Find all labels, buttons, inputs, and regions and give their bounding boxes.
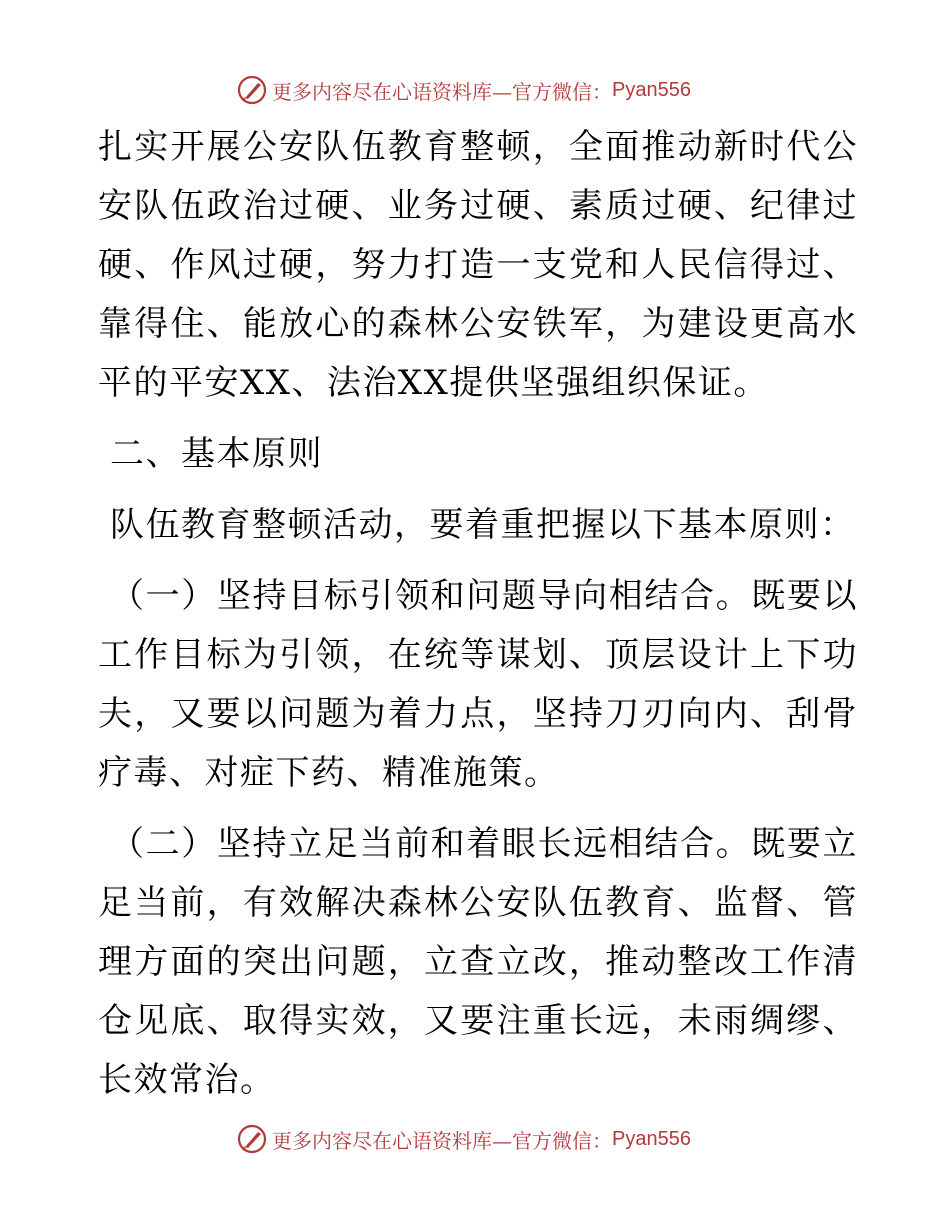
quill-pen-circle-icon (236, 74, 268, 106)
document-body (98, 118, 858, 1110)
lead-paragraph: 队伍教育整顿活动，要着重把握以下基本原则： (110, 505, 856, 545)
quill-pen-circle-icon (236, 1123, 268, 1155)
watermark-text: 更多内容尽在心语资料库—官方微信： (272, 79, 612, 104)
footer-watermark (236, 1122, 691, 1156)
header-watermark (236, 73, 691, 107)
watermark-text: 更多内容尽在心语资料库—官方微信： (272, 1128, 612, 1153)
watermark-contact: Pyan556 (612, 1127, 691, 1150)
section-heading: 二、基本原则 (110, 434, 323, 474)
watermark-contact: Pyan556 (612, 78, 691, 101)
principle-item-1: （一）坚持目标引领和问题导向相结合。既要以工作目标为引领，在统等谋划、顶层设计上下功夫，又要以问题为着力点，坚持刀刃向内、刮骨疗毒、对症下药、精准施策。 (98, 576, 858, 793)
principle-item-2: （二）坚持立足当前和着眼长远相结合。既要立足当前，有效解决森林公安队伍教育、监督、管理方面的突出问题，立查立改，推动整改工作清仓见底、取得实效，又要注重长远，未雨绸缪、长效常治。 (98, 824, 858, 1100)
intro-paragraph: 扎实开展公安队伍教育整顿，全面推动新时代公安队伍政治过硬、业务过硬、素质过硬、纪律过硬、作风过硬，努力打造一支党和人民信得过、靠得住、能放心的森林公安铁军，为建设更高水平的平安XX、法治XX提供坚强组织保证。 (98, 127, 858, 403)
